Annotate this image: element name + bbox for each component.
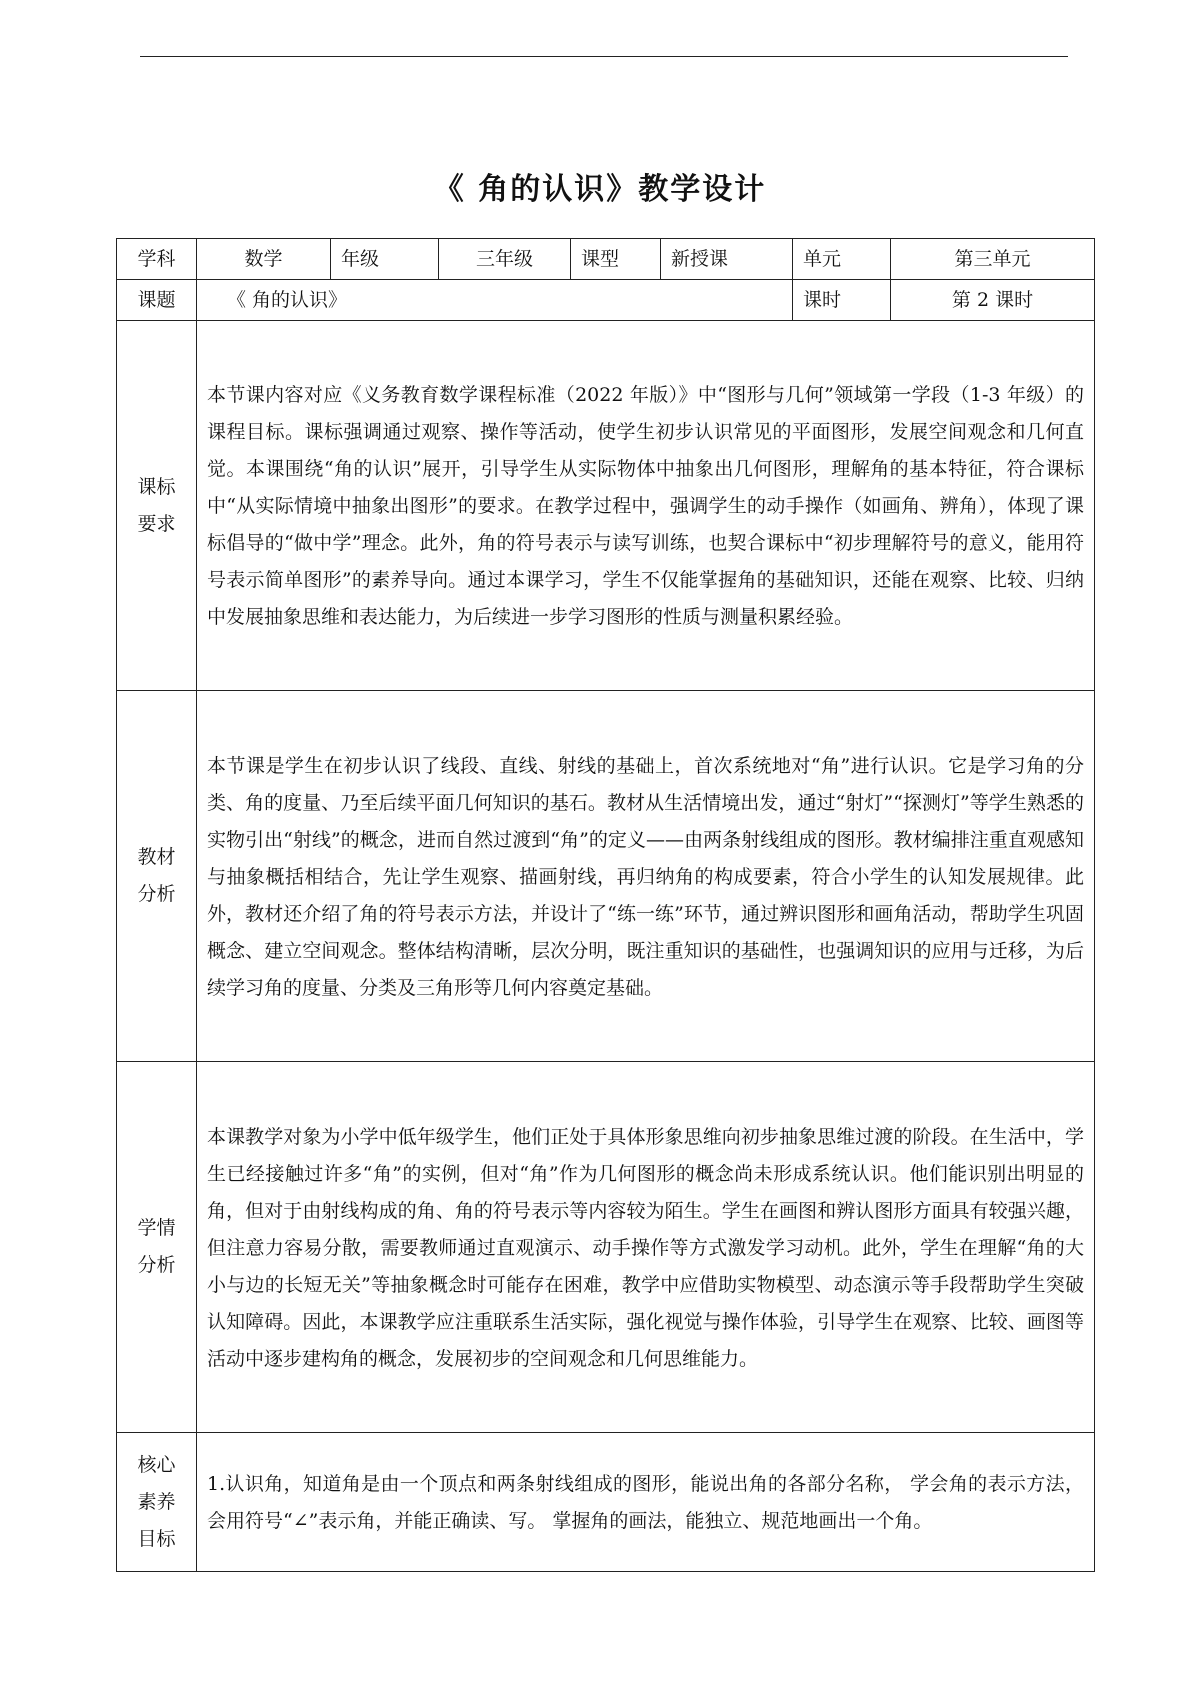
textbook-analysis-text: 本节课是学生在初步认识了线段、直线、射线的基础上，首次系统地对“角”进行认识。它是学习角的分类、角的度量、乃至后续平面几何知识的基石。教材从生活情境出发，通过“射灯”“探测灯”等学生熟悉的实物引出“射线”的概念，进而自然过渡到“角”的定义——由两条射线组成的图形。教材编排注重直观感知与抽象概括相结合，先让学生观察、描画射线，再归纳角的构成要素，符合小学生的认知发展规律。此外，教材还介绍了角的符号表示方法，并设计了“练一练”环节，通过辨识图形和画角活动，帮助学生巩固概念、建立空间观念。整体结构清晰，层次分明，既注重知识的基础性，也强调知识的应用与迁移，为后续学习角的度量、分类及三角形等几何内容奠定基础。 [197, 691, 1095, 1062]
document-title: 《 角的认识》教学设计 [433, 172, 767, 207]
section-label-line3: 目标 [137, 1527, 176, 1550]
textbook-analysis-row [117, 691, 1095, 1062]
student-analysis-row [117, 1062, 1095, 1433]
subject-value: 数学 [197, 239, 331, 280]
header-rule [140, 56, 1068, 57]
section-label-line1: 课标 [137, 475, 176, 498]
subject-label: 学科 [117, 239, 197, 280]
section-label [117, 321, 197, 691]
info-row-2 [117, 280, 1095, 321]
type-label: 课型 [571, 239, 661, 280]
period-label: 课时 [793, 280, 891, 321]
section-label-line1: 学情 [137, 1217, 176, 1239]
info-row-1 [117, 239, 1095, 280]
section-label-line2: 分析 [137, 1254, 176, 1276]
topic-label: 课题 [117, 280, 197, 321]
section-label-line1: 教材 [137, 846, 176, 868]
curriculum-requirements-row [117, 321, 1095, 691]
section-label [117, 691, 197, 1062]
section-label-line2: 素养 [137, 1490, 176, 1513]
topic-value: 《 角的认识》 [197, 280, 793, 321]
grade-value: 三年级 [439, 239, 571, 280]
section-label-line2: 要求 [137, 512, 176, 535]
period-value: 第 2 课时 [891, 280, 1095, 321]
grade-label: 年级 [331, 239, 439, 280]
core-literacy-text: 1.认识角，知道角是由一个顶点和两条射线组成的图形，能说出角的各部分名称， 学会角的表示方法，会用符号“∠”表示角，并能正确读、写。 掌握角的画法，能独立、规范地画出一个角。 [197, 1433, 1095, 1572]
type-value: 新授课 [661, 239, 793, 280]
student-analysis-text: 本课教学对象为小学中低年级学生，他们正处于具体形象思维向初步抽象思维过渡的阶段。在生活中，学生已经接触过许多“角”的实例，但对“角”作为几何图形的概念尚未形成系统认识。他们能识别出明显的角，但对于由射线构成的角、角的符号表示等内容较为陌生。学生在画图和辨认图形方面具有较强兴趣，但注意力容易分散，需要教师通过直观演示、动手操作等方式激发学习动机。此外，学生在理解“角的大小与边的长短无关”等抽象概念时可能存在困难，教学中应借助实物模型、动态演示等手段帮助学生突破认知障碍。因此，本课教学应注重联系生活实际，强化视觉与操作体验，引导学生在观察、比较、画图等活动中逐步建构角的概念，发展初步的空间观念和几何思维能力。 [197, 1062, 1095, 1433]
unit-value: 第三单元 [891, 239, 1095, 280]
section-label-line1: 核心 [137, 1453, 176, 1476]
curriculum-requirements-text: 本节课内容对应《义务教育数学课程标准（2022 年版）》中“图形与几何”领域第一学段（1-3 年级）的课程目标。课标强调通过观察、操作等活动，使学生初步认识常见的平面图形，发展空间观念和几何直觉。本课围绕“角的认识”展开，引导学生从实际物体中抽象出几何图形，理解角的基本特征，符合课标中“从实际情境中抽象出图形”的要求。在教学过程中，强调学生的动手操作（如画角、辨角），体现了课标倡导的“做中学”理念。此外，角的符号表示与读写训练，也契合课标中“初步理解符号的意义，能用符号表示简单图形”的素养导向。通过本课学习，学生不仅能掌握角的基础知识，还能在观察、比较、归纳中发展抽象思维和表达能力，为后续进一步学习图形的性质与测量积累经验。 [197, 321, 1095, 691]
section-label [117, 1433, 197, 1572]
core-literacy-row [117, 1433, 1095, 1572]
section-label [117, 1062, 197, 1433]
lesson-design-table [116, 238, 1095, 1572]
unit-label: 单元 [793, 239, 891, 280]
section-label-line2: 分析 [137, 883, 176, 905]
